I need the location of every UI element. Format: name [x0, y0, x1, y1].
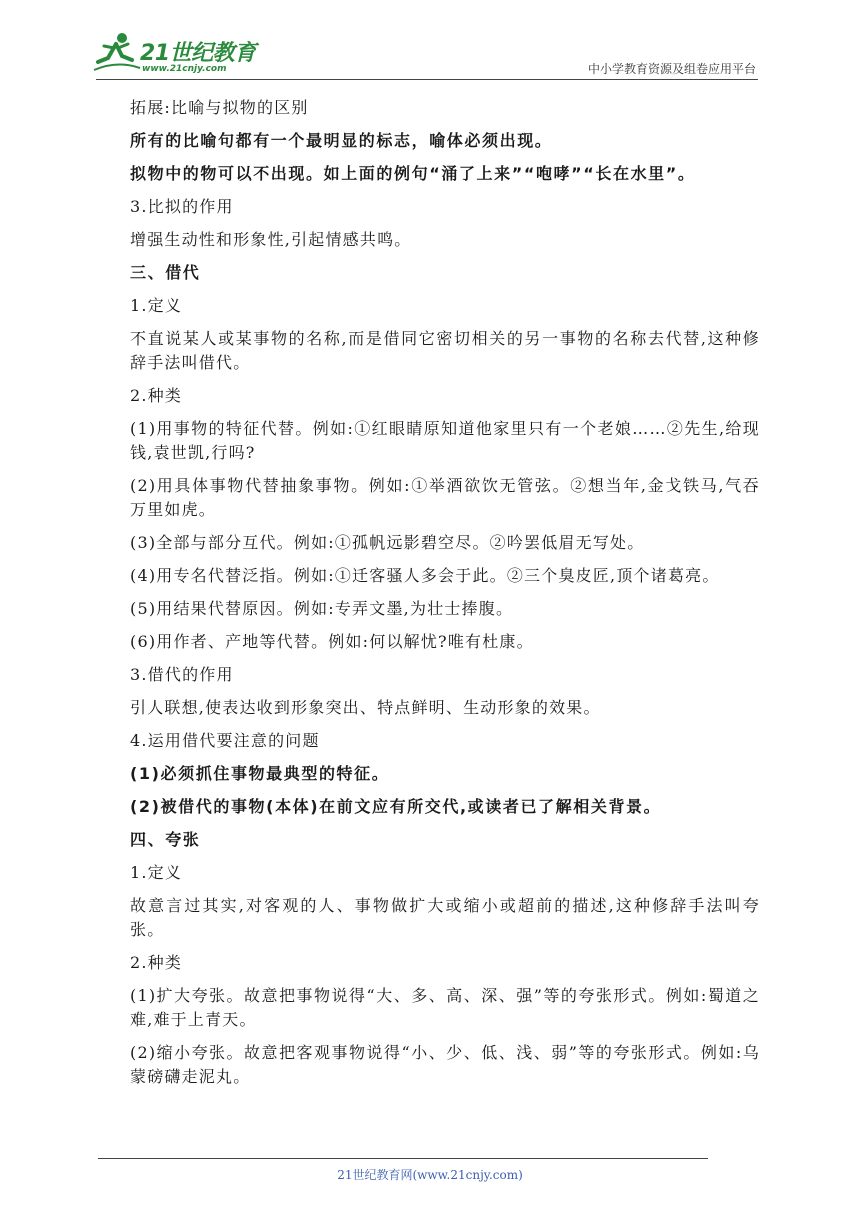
platform-name: 中小学教育资源及组卷应用平台 [587, 62, 756, 76]
paragraph: 4.运用借代要注意的问题 [130, 731, 320, 750]
logo-url: www.21cnjy.com [142, 64, 227, 74]
paragraph: 3.借代的作用 [130, 665, 234, 684]
logo-title: 21世纪教育 [140, 41, 256, 66]
page-header [0, 0, 860, 84]
paragraph: 3.比拟的作用 [130, 197, 234, 216]
paragraph: (2)缩小夸张。故意把客观事物说得“小、少、低、浅、弱”等的夸张形式。例如:乌蒙磅礴走泥丸。 [130, 1043, 760, 1086]
header-divider [96, 79, 758, 80]
footer-divider [98, 1158, 708, 1159]
paragraph: (3)全部与部分互代。例如:①孤帆远影碧空尽。②吟罢低眉无写处。 [130, 533, 645, 552]
paragraph: 引人联想,使表达收到形象突出、特点鲜明、生动形象的效果。 [130, 698, 601, 717]
document-body [130, 96, 760, 1098]
bold-paragraph: 三、借代 [130, 263, 201, 282]
paragraph: (4)用专名代替泛指。例如:①迁客骚人多会于此。②三个臭皮匠,顶个诸葛亮。 [130, 566, 720, 585]
paragraph: 1.定义 [130, 863, 183, 882]
paragraph: 拓展:比喻与拟物的区别 [130, 98, 309, 117]
paragraph: 增强生动性和形象性,引起情感共鸣。 [130, 230, 412, 249]
paragraph: 2.种类 [130, 953, 183, 972]
site-logo[interactable] [92, 30, 262, 78]
paragraph: 不直说某人或某事物的名称,而是借同它密切相关的另一事物的名称去代替,这种修辞手法叫借代。 [130, 329, 760, 372]
runner-icon [92, 30, 142, 76]
bold-paragraph: 拟物中的物可以不出现。如上面的例句“涌了上来”“咆哮”“长在水里”。 [130, 164, 696, 183]
paragraph: 故意言过其实,对客观的人、事物做扩大或缩小或超前的描述,这种修辞手法叫夸张。 [130, 896, 760, 939]
bold-paragraph: (2)被借代的事物(本体)在前文应有所交代,或读者已了解相关背景。 [130, 797, 662, 816]
paragraph: (1)用事物的特征代替。例如:①红眼睛原知道他家里只有一个老娘……②先生,给现钱,袁世凯,行吗? [130, 419, 760, 462]
paragraph: 1.定义 [130, 296, 183, 315]
paragraph: (6)用作者、产地等代替。例如:何以解忧?唯有杜康。 [130, 632, 534, 651]
paragraph: 2.种类 [130, 386, 183, 405]
paragraph: (2)用具体事物代替抽象事物。例如:①举酒欲饮无管弦。②想当年,金戈铁马,气吞万里如虎。 [130, 476, 760, 519]
bold-paragraph: 所有的比喻句都有一个最明显的标志，喻体必须出现。 [130, 131, 553, 150]
bold-paragraph: (1)必须抓住事物最典型的特征。 [130, 764, 390, 783]
bold-paragraph: 四、夸张 [130, 830, 201, 849]
paragraph: (1)扩大夸张。故意把事物说得“大、多、高、深、强”等的夸张形式。例如:蜀道之难,难于上青天。 [130, 986, 760, 1029]
paragraph: (5)用结果代替原因。例如:专弄文墨,为壮士捧腹。 [130, 599, 514, 618]
footer-link[interactable]: 21世纪教育网(www.21cnjy.com) [337, 1168, 523, 1182]
